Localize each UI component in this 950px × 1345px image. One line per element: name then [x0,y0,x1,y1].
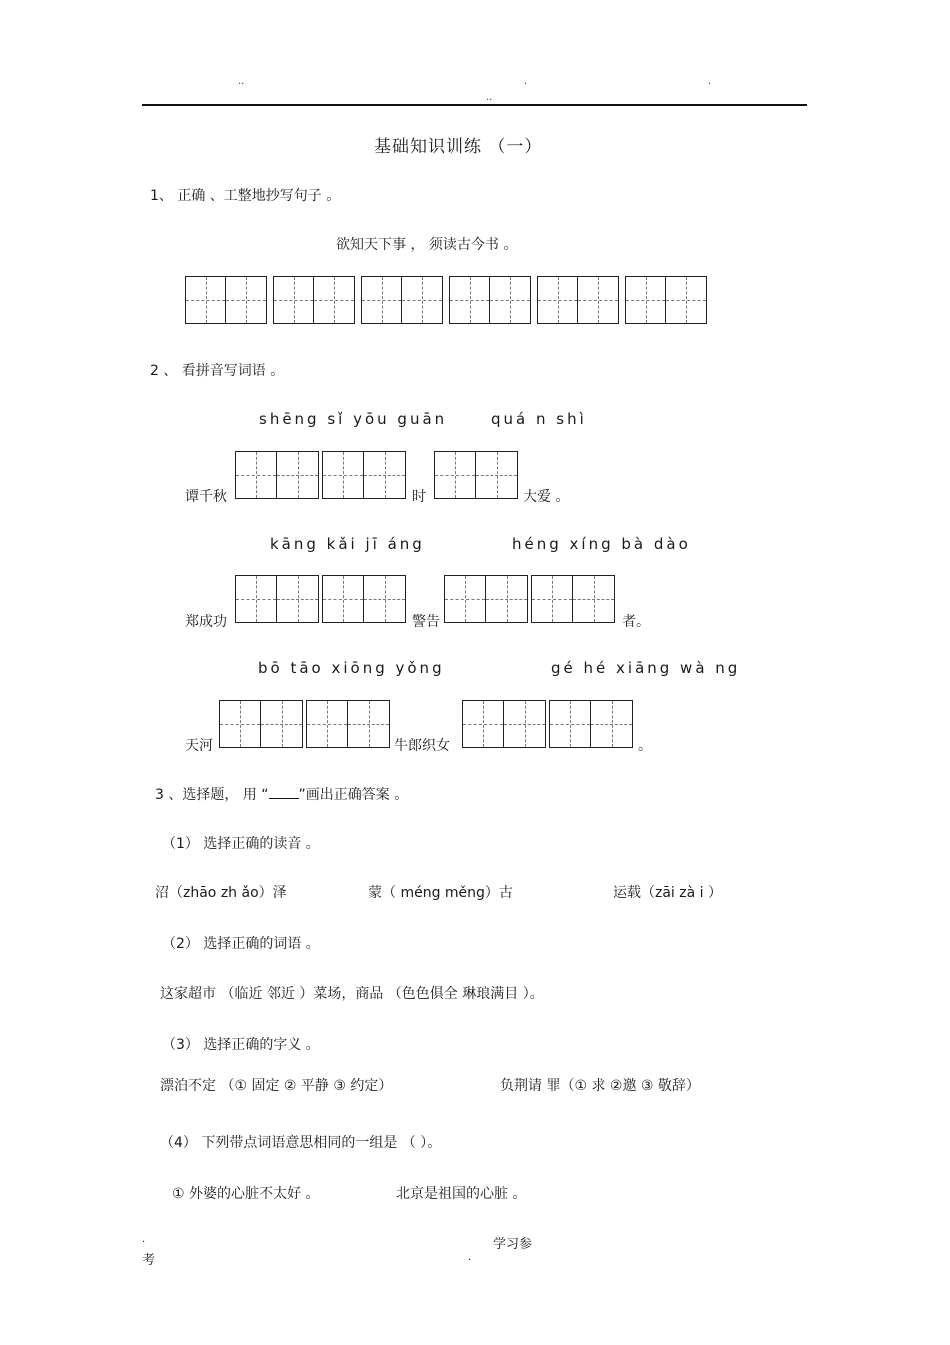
choice-item[interactable]: 这家超市 （临近 邻近 ）菜场，商品 （色色俱全 琳琅满目 ）。 [160,986,544,1002]
choice-item[interactable]: 负荆请 罪（① 求 ②邀 ③ 敬辞） [500,1078,700,1094]
word-text: 者。 [622,614,650,630]
pinyin: gé hé xiāng wà ng [551,659,741,677]
pinyin: héng xíng bà dào [512,535,691,553]
choice-item[interactable]: 运载（zāi zà i ） [613,885,722,901]
question-3-label-start: 3 、选择题， 用 “ [155,787,269,803]
footer-text: 学习参 [493,1237,533,1252]
answer-box[interactable] [549,700,633,748]
question-1-label: 1、 正确 、工整地抄写句子 。 [150,188,341,204]
answer-box[interactable] [444,575,528,623]
footer-mark: . [468,1252,472,1263]
word-text: 大爱 。 [523,489,570,505]
header-mark: . [524,76,528,87]
header-mark: . [708,76,712,87]
choice-item[interactable]: 漂泊不定 （① 固定 ② 平静 ③ 约定） [160,1078,393,1094]
pinyin: quá n shì [491,410,587,428]
pinyin: kāng kǎi jī áng [270,535,425,553]
sub-question-label: （4） 下列带点词语意思相同的一组是 （ ）。 [160,1135,442,1151]
choice-item[interactable]: 沼（zhāo zh ǎo）泽 [155,885,287,901]
question-3-label [155,784,408,804]
sub-question-label: （1） 选择正确的读音 。 [162,836,320,852]
word-text: 天河 [185,738,213,754]
answer-box[interactable] [219,700,303,748]
page-title: 基础知识训练 （一） [374,137,543,157]
word-text: 谭千秋 [185,489,227,505]
underline-sample [269,786,299,799]
word-text: 牛郎织女 [394,738,450,754]
sub-question-label: （2） 选择正确的词语 。 [162,936,320,952]
choice-item[interactable]: 蒙（ méng měng）古 [368,885,513,901]
question-2-label: 2 、 看拼音写词语 。 [150,363,285,379]
choice-item[interactable]: ① 外婆的心脏不太好 。 [172,1186,320,1202]
answer-box[interactable] [462,700,546,748]
pinyin: bō tāo xiōng yǒng [258,659,445,677]
sub-question-label: （3） 选择正确的字义 。 [162,1037,320,1053]
question-3-label-end: ”画出正确答案 。 [298,787,409,803]
choice-item[interactable]: 北京是祖国的心脏 。 [396,1186,527,1202]
header-mark: .. [238,76,245,87]
answer-box[interactable] [322,575,406,623]
word-text: 警告 [412,614,440,630]
pinyin: shēng sǐ yōu guān [259,410,448,428]
footer-mark: . [142,1234,146,1245]
header-mark: .. [486,92,493,103]
answer-box[interactable] [434,451,518,499]
header-rule [142,104,807,106]
word-text: 郑成功 [185,614,227,630]
word-text: 时 [412,489,426,505]
answer-box[interactable] [322,451,406,499]
copy-sentence: 欲知天下事 ， 须读古今书 。 [336,237,518,253]
answer-box[interactable] [235,451,319,499]
word-text: 。 [638,738,652,754]
answer-box[interactable] [531,575,615,623]
answer-box[interactable] [235,575,319,623]
answer-box[interactable] [306,700,390,748]
footer-text: 考 [142,1253,156,1268]
